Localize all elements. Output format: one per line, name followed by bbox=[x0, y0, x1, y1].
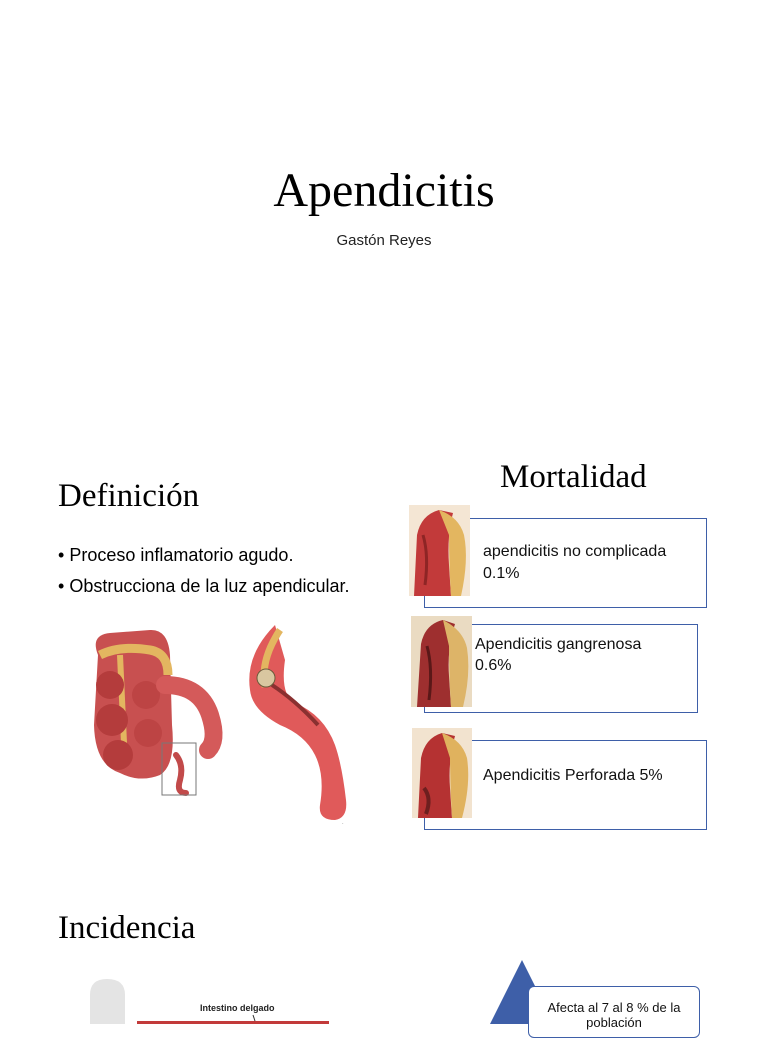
tissue-thumbnail bbox=[409, 505, 470, 596]
mortality-value: 0.1% bbox=[483, 565, 520, 582]
incidence-callout: Afecta al 7 al 8 % de la población bbox=[528, 986, 700, 1038]
definition-heading: Definición bbox=[58, 478, 200, 514]
inflamed-appendix-drawing bbox=[249, 625, 346, 827]
appendix-illustration bbox=[80, 615, 380, 830]
slide-title: Apendicitis bbox=[273, 164, 495, 217]
mortality-label: Apendicitis gangrenosa bbox=[475, 636, 642, 653]
mortality-value: 0.6% bbox=[475, 657, 512, 674]
mortality-label: apendicitis no complicada bbox=[483, 543, 667, 560]
bullet-item: • Obstrucciona de la luz apendicular. bbox=[58, 576, 350, 596]
incidence-heading: Incidencia bbox=[58, 910, 196, 946]
tissue-thumbnail bbox=[412, 728, 472, 818]
slide-author: Gastón Reyes bbox=[336, 232, 432, 249]
tissue-thumbnail bbox=[411, 616, 472, 707]
bullet-item: • Proceso inflamatorio agudo. bbox=[58, 545, 294, 565]
mortality-label: Apendicitis Perforada 5% bbox=[483, 767, 663, 784]
colon-drawing bbox=[94, 630, 214, 795]
definition-bullets bbox=[58, 540, 349, 602]
svg-text:·: · bbox=[342, 821, 344, 827]
mortality-heading: Mortalidad bbox=[500, 459, 647, 495]
intestine-label: Intestino delgado bbox=[200, 1003, 275, 1013]
body-diagram bbox=[85, 975, 345, 1024]
